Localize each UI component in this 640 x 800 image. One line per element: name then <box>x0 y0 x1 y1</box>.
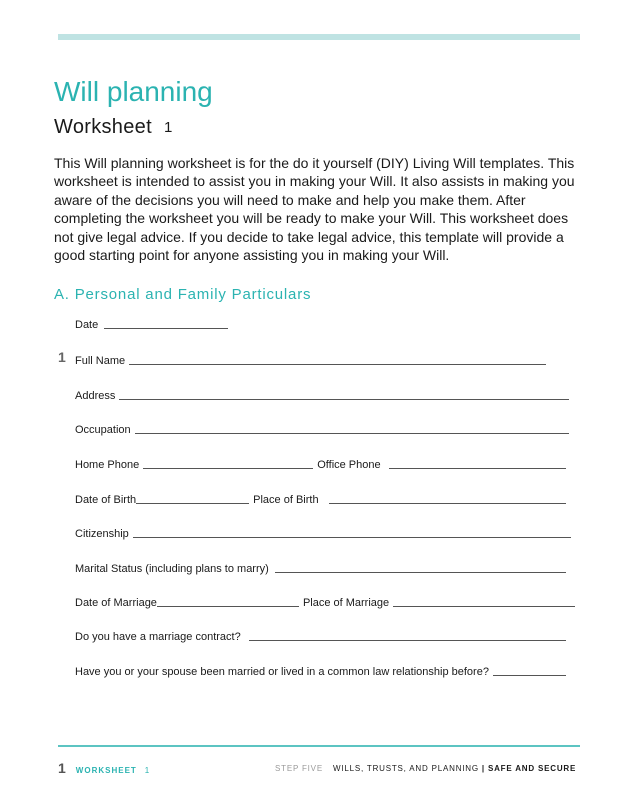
occupation-label: Occupation <box>75 424 131 436</box>
office-phone-label: Office Phone <box>317 459 381 471</box>
top-divider <box>58 34 580 40</box>
citizenship-label: Citizenship <box>75 528 129 540</box>
citizenship-row <box>75 524 571 540</box>
marriage-contract-row <box>75 627 566 643</box>
intro-paragraph: This Will planning worksheet is for the do it yourself (DIY) Living Will templates. This worksheet is intended to assist you in making your Will. It also assists in making you aware of the decisions you will need to make and help you make them. After completing the worksheet you will be ready to make your Will. This worksheet does not give legal advice. If you decide to take legal advice, this template will provide a good starting point for anyone assisting you in making your Will. <box>54 155 575 264</box>
section-title: A. Personal and Family Particulars <box>54 286 312 303</box>
date-row <box>75 315 228 331</box>
marital-status-label: Marital Status (including plans to marry) <box>75 563 269 575</box>
bottom-divider <box>58 745 580 747</box>
footer-worksheet-number: 1 <box>144 766 150 775</box>
full-name-row <box>75 351 546 367</box>
date-of-birth-field[interactable] <box>136 503 249 504</box>
occupation-row <box>75 420 569 436</box>
date-of-marriage-field[interactable] <box>157 606 299 607</box>
footer-separator: | <box>481 764 485 773</box>
marriage-contract-field[interactable] <box>249 640 566 641</box>
previous-marriage-row <box>75 662 566 678</box>
marriage-contract-label: Do you have a marriage contract? <box>75 631 241 643</box>
full-name-label: Full Name <box>75 355 126 367</box>
address-field[interactable] <box>119 399 569 400</box>
home-phone-label: Home Phone <box>75 459 140 471</box>
subtitle-label: Worksheet <box>54 116 152 138</box>
footer-chapter: WILLS, TRUSTS, AND PLANNING <box>332 764 479 773</box>
place-of-marriage-label: Place of Marriage <box>302 597 390 609</box>
home-phone-field[interactable] <box>143 468 313 469</box>
date-of-marriage-label: Date of Marriage <box>75 597 157 609</box>
office-phone-field[interactable] <box>389 468 566 469</box>
page-number: 1 <box>58 760 66 776</box>
date-field[interactable] <box>104 328 228 329</box>
marital-status-row <box>75 559 566 575</box>
date-label: Date <box>75 319 99 331</box>
marital-status-field[interactable] <box>275 572 566 573</box>
place-of-birth-label: Place of Birth <box>253 494 319 506</box>
footer-right <box>275 764 576 773</box>
footer-left <box>58 760 149 776</box>
marriage-row <box>75 593 575 609</box>
previous-marriage-field[interactable] <box>493 675 566 676</box>
previous-marriage-label: Have you or your spouse been married or lived in a common law relationship before? <box>75 666 489 678</box>
worksheet-number: 1 <box>163 119 173 136</box>
footer-step: STEP FIVE <box>275 764 323 773</box>
place-of-birth-field[interactable] <box>329 503 566 504</box>
footer-worksheet-label: WORKSHEET <box>75 766 137 775</box>
page-subtitle <box>54 116 173 139</box>
date-of-birth-label: Date of Birth <box>75 494 137 506</box>
phone-row <box>75 455 566 471</box>
place-of-marriage-field[interactable] <box>393 606 575 607</box>
citizenship-field[interactable] <box>133 537 571 538</box>
birth-row <box>75 490 566 506</box>
occupation-field[interactable] <box>135 433 569 434</box>
full-name-field[interactable] <box>129 364 546 365</box>
address-row <box>75 386 569 402</box>
page-title: Will planning <box>54 76 213 107</box>
row-marker: 1 <box>58 349 66 365</box>
footer-tagline: SAFE AND SECURE <box>487 764 577 773</box>
address-label: Address <box>75 390 116 402</box>
